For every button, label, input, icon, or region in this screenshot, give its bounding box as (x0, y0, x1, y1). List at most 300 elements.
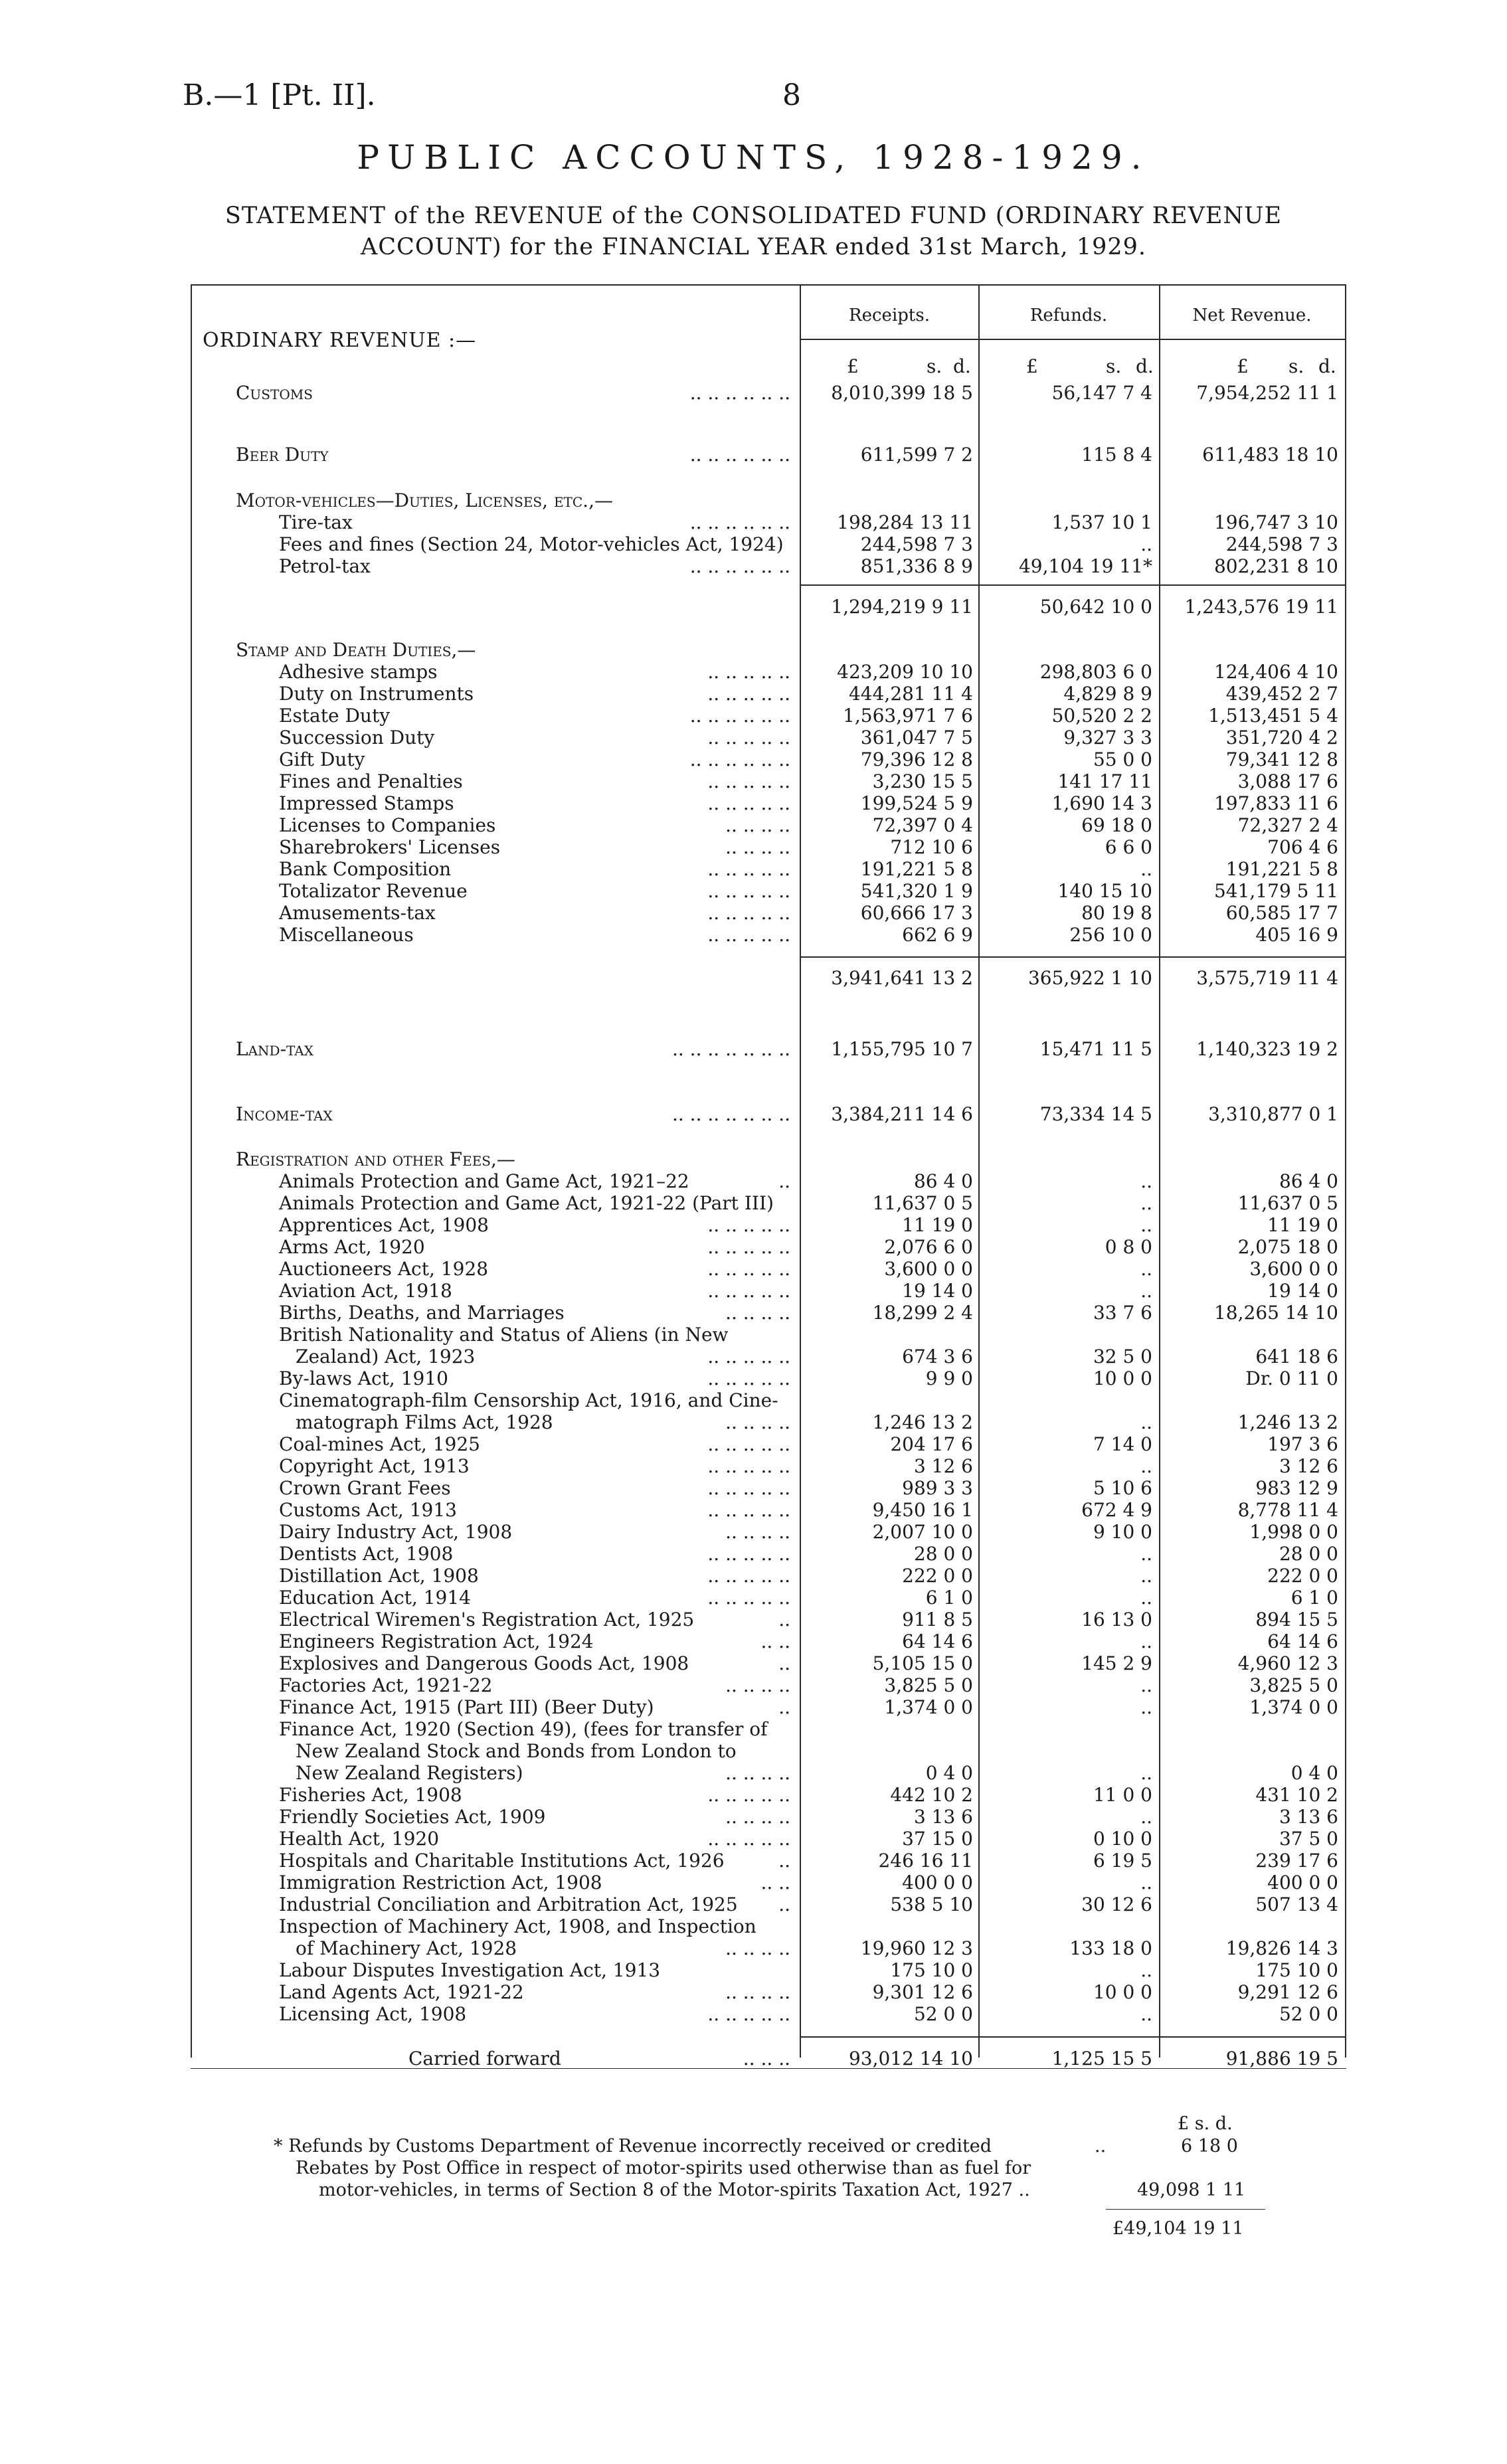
net-revenue-value: 6 1 0 (1290, 1587, 1338, 1609)
receipts-value: 3,384,211 14 6 (831, 1103, 973, 1125)
refunds-value: 10 0 0 (1093, 1981, 1152, 2003)
statement-subtitle-line2: ACCOUNT) for the FINANCIAL YEAR ended 31st March, 1929. (360, 234, 1146, 260)
net-revenue-value: 3,575,719 11 4 (1196, 967, 1338, 989)
row-leader-dots: .. .. .. .. .. (707, 1433, 790, 1455)
row-label: Crown Grant Fees (279, 1477, 451, 1499)
net-revenue-value: 1,513,451 5 4 (1208, 705, 1338, 727)
net-revenue-value: 4,960 12 3 (1237, 1652, 1338, 1674)
receipts-value: 442 10 2 (890, 1784, 973, 1806)
carried-forward-rule (800, 2036, 1345, 2038)
net-revenue-value: 196,747 3 10 (1213, 511, 1338, 533)
table-row (0, 1192, 1507, 1214)
net-revenue-value: 611,483 18 10 (1202, 444, 1338, 466)
refunds-value: 145 2 9 (1081, 1652, 1152, 1674)
row-leader-dots: .. .. .. .. (725, 1806, 790, 1828)
net-pence-unit: d. (1318, 355, 1336, 377)
row-leader-dots: .. .. .. .. .. (707, 1214, 790, 1236)
row-leader-dots: .. (778, 1170, 790, 1192)
row-label: Education Act, 1914 (279, 1587, 471, 1609)
row-label: Motor-vehicles—Duties, Licenses, etc.,— (236, 489, 613, 511)
table-row (0, 1258, 1507, 1280)
receipts-value: 989 3 3 (902, 1477, 973, 1499)
row-leader-dots: .. .. .. .. .. .. (689, 555, 790, 577)
refunds-pound-unit: £ (1026, 355, 1038, 377)
table-row (0, 1280, 1507, 1302)
receipts-value: 18,299 2 4 (872, 1302, 973, 1324)
table-row (0, 770, 1507, 792)
refunds-value: 1,690 14 3 (1051, 792, 1152, 814)
row-label: Income-tax (236, 1103, 333, 1125)
table-row (0, 1718, 1507, 1740)
footnote-total: £49,104 19 11 (1112, 2218, 1244, 2239)
table-row (0, 1148, 1507, 1170)
net-revenue-value: 60,585 17 7 (1225, 902, 1338, 924)
table-row (0, 1499, 1507, 1521)
refunds-value: 55 0 0 (1093, 748, 1152, 770)
net-revenue-value: 0 4 0 (1290, 1762, 1338, 1784)
row-label: Explosives and Dangerous Goods Act, 1908 (279, 1652, 689, 1674)
net-revenue-value: 197,833 11 6 (1213, 792, 1338, 814)
net-revenue-value: 1,246 13 2 (1237, 1411, 1338, 1433)
refunds-value: 365,922 1 10 (1027, 967, 1152, 989)
row-label: Dentists Act, 1908 (279, 1543, 454, 1565)
row-label: New Zealand Stock and Bonds from London to (296, 1740, 737, 1762)
row-leader-dots: .. .. .. .. (725, 1762, 790, 1784)
row-label: British Nationality and Status of Aliens (in New (279, 1324, 729, 1346)
table-row (0, 661, 1507, 683)
net-revenue-value: 431 10 2 (1255, 1784, 1338, 1806)
table-row (0, 489, 1507, 511)
refunds-value: .. (1140, 2003, 1152, 2025)
table-row (0, 444, 1507, 466)
net-revenue-value: 244,598 7 3 (1225, 533, 1338, 555)
row-label: Auctioneers Act, 1928 (279, 1258, 489, 1280)
row-leader-dots: .. .. .. .. .. (707, 683, 790, 705)
receipts-value: 246 16 11 (878, 1850, 973, 1872)
table-row (0, 1740, 1507, 1762)
refunds-value: 9 10 0 (1093, 1521, 1152, 1543)
row-leader-dots: .. .. .. .. .. (707, 1565, 790, 1587)
net-revenue-value: 1,243,576 19 11 (1184, 596, 1338, 618)
refunds-value: 672 4 9 (1081, 1499, 1152, 1521)
table-row (0, 967, 1507, 989)
ordinary-revenue-heading: ORDINARY REVENUE :— (203, 329, 477, 352)
refunds-value: 30 12 6 (1081, 1893, 1152, 1915)
receipts-value: 204 17 6 (890, 1433, 973, 1455)
table-row (0, 1981, 1507, 2003)
net-revenue-value: 197 3 6 (1267, 1433, 1338, 1455)
row-label: Distillation Act, 1908 (279, 1565, 479, 1587)
row-leader-dots: .. .. .. .. .. .. .. (671, 1103, 790, 1125)
net-revenue-value: 72,327 2 4 (1237, 814, 1338, 836)
refunds-value: 133 18 0 (1069, 1937, 1152, 1959)
net-revenue-value: Dr. 0 11 0 (1245, 1367, 1338, 1389)
table-row (0, 1411, 1507, 1433)
row-label: Finance Act, 1920 (Section 49), (fees for transfer of (279, 1718, 768, 1740)
table-row (0, 1937, 1507, 1959)
receipts-value: 37 15 0 (902, 1828, 973, 1850)
net-revenue-value: 86 4 0 (1279, 1170, 1338, 1192)
refunds-value: 115 8 4 (1081, 444, 1152, 466)
receipts-value: 72,397 0 4 (872, 814, 973, 836)
net-revenue-value: 8,778 11 4 (1237, 1499, 1338, 1521)
row-label: Fisheries Act, 1908 (279, 1784, 462, 1806)
refunds-value: 50,520 2 2 (1051, 705, 1152, 727)
receipts-value: 911 8 5 (902, 1609, 973, 1630)
row-label: Engineers Registration Act, 1924 (279, 1630, 594, 1652)
net-revenue-value: 1,998 0 0 (1249, 1521, 1338, 1543)
net-revenue-value: 52 0 0 (1279, 2003, 1338, 2025)
net-revenue-value: 79,341 12 8 (1225, 748, 1338, 770)
row-leader-dots: .. .. (760, 1872, 790, 1893)
refunds-column-header: Refunds. (1029, 306, 1108, 325)
table-row (0, 1806, 1507, 1828)
refunds-value: 1,125 15 5 (1051, 2048, 1152, 2069)
receipts-value: 11,637 0 5 (872, 1192, 973, 1214)
row-leader-dots: .. .. .. .. .. (707, 1258, 790, 1280)
receipts-value: 5,105 15 0 (872, 1652, 973, 1674)
table-row (0, 1389, 1507, 1411)
receipts-value: 444,281 11 4 (848, 683, 973, 705)
row-leader-dots: .. .. .. .. .. (707, 770, 790, 792)
refunds-value: .. (1140, 1411, 1152, 1433)
footnote-line2: Rebates by Post Office in respect of motor-spirits used otherwise than as fuel for (296, 2158, 1031, 2178)
table-row (0, 1915, 1507, 1937)
refunds-value: 56,147 7 4 (1051, 382, 1152, 404)
table-row (0, 511, 1507, 533)
receipts-value: 93,012 14 10 (848, 2048, 973, 2069)
row-label: Petrol-tax (279, 555, 371, 577)
receipts-value: 79,396 12 8 (860, 748, 973, 770)
table-row (0, 683, 1507, 705)
receipts-value: 541,320 1 9 (860, 880, 973, 902)
receipts-value: 86 4 0 (913, 1170, 973, 1192)
net-revenue-value: 802,231 8 10 (1213, 555, 1338, 577)
row-leader-dots: .. (778, 1609, 790, 1630)
table-row (0, 836, 1507, 858)
refunds-value: 49,104 19 11* (1018, 555, 1152, 577)
table-row (0, 596, 1507, 618)
net-revenue-value: 3,310,877 0 1 (1208, 1103, 1338, 1125)
row-label: Amusements-tax (279, 902, 436, 924)
refunds-value: 69 18 0 (1081, 814, 1152, 836)
receipts-value: 1,294,219 9 11 (831, 596, 973, 618)
footnote-line1-value: 6 18 0 (1181, 2136, 1238, 2156)
net-revenue-value: 1,140,323 19 2 (1196, 1038, 1338, 1060)
net-pound-unit: £ (1237, 355, 1249, 377)
receipts-value: 191,221 5 8 (860, 858, 973, 880)
net-revenue-value: 3 13 6 (1279, 1806, 1338, 1828)
table-row (0, 1828, 1507, 1850)
table-row (0, 1850, 1507, 1872)
net-revenue-value: 11 19 0 (1267, 1214, 1338, 1236)
row-leader-dots: .. .. .. .. .. .. (689, 748, 790, 770)
refunds-value: 298,803 6 0 (1039, 661, 1152, 683)
net-revenue-value: 239 17 6 (1255, 1850, 1338, 1872)
table-row (0, 639, 1507, 661)
table-row (0, 1324, 1507, 1346)
receipts-pence-unit: d. (953, 355, 971, 377)
net-revenue-value: 11,637 0 5 (1237, 1192, 1338, 1214)
row-leader-dots: .. .. .. .. (725, 1937, 790, 1959)
row-label: Industrial Conciliation and Arbitration Act, 1925 (279, 1893, 738, 1915)
row-label: Bank Composition (279, 858, 452, 880)
row-label: Land-tax (236, 1038, 313, 1060)
row-label: Labour Disputes Investigation Act, 1913 (279, 1959, 661, 1981)
row-leader-dots: .. .. .. .. .. (707, 792, 790, 814)
receipts-pound-unit: £ (847, 355, 859, 377)
row-leader-dots: .. .. .. .. (725, 836, 790, 858)
receipts-value: 6 1 0 (925, 1587, 973, 1609)
row-leader-dots: .. .. .. .. .. (707, 880, 790, 902)
row-label: Health Act, 1920 (279, 1828, 440, 1850)
refunds-value: .. (1140, 1280, 1152, 1302)
row-label: Electrical Wiremen's Registration Act, 1925 (279, 1609, 695, 1630)
row-leader-dots: .. .. .. (743, 2048, 790, 2069)
table-row (0, 1872, 1507, 1893)
table-row (0, 2048, 1507, 2069)
table-row (0, 814, 1507, 836)
row-leader-dots: .. .. .. .. .. .. (689, 705, 790, 727)
refunds-value: .. (1140, 1565, 1152, 1587)
receipts-value: 3,600 0 0 (884, 1258, 973, 1280)
net-revenue-value: 641 18 6 (1255, 1346, 1338, 1367)
receipts-value: 64 14 6 (902, 1630, 973, 1652)
row-leader-dots: .. .. .. .. .. (707, 1587, 790, 1609)
refunds-value: 73,334 14 5 (1039, 1103, 1152, 1125)
refunds-value: 6 6 0 (1105, 836, 1152, 858)
receipts-value: 3 12 6 (913, 1455, 973, 1477)
receipts-value: 1,155,795 10 7 (831, 1038, 973, 1060)
refunds-value: .. (1140, 1762, 1152, 1784)
table-row (0, 1762, 1507, 1784)
row-label: Succession Duty (279, 727, 435, 748)
table-row (0, 1038, 1507, 1060)
table-row (0, 1433, 1507, 1455)
row-leader-dots: .. .. .. .. .. .. (689, 382, 790, 404)
row-leader-dots: .. .. .. .. .. .. .. (671, 1038, 790, 1060)
row-label: Land Agents Act, 1921-22 (279, 1981, 524, 2003)
row-label: Arms Act, 1920 (279, 1236, 425, 1258)
refunds-value: 80 19 8 (1081, 902, 1152, 924)
refunds-value: .. (1140, 1258, 1152, 1280)
table-row (0, 1587, 1507, 1609)
row-leader-dots: .. (778, 1850, 790, 1872)
receipts-value: 851,336 8 9 (860, 555, 973, 577)
row-label: Immigration Restriction Act, 1908 (279, 1872, 602, 1893)
net-revenue-value: 1,374 0 0 (1249, 1696, 1338, 1718)
receipts-value: 662 6 9 (902, 924, 973, 946)
row-leader-dots: .. .. .. .. (725, 1981, 790, 2003)
row-label: Apprentices Act, 1908 (279, 1214, 489, 1236)
row-leader-dots: .. .. .. .. .. (707, 858, 790, 880)
receipts-shilling-unit: s. (927, 355, 942, 377)
table-row (0, 1367, 1507, 1389)
refunds-value: 6 19 5 (1093, 1850, 1152, 1872)
receipts-value: 674 3 6 (902, 1346, 973, 1367)
net-revenue-value: 124,406 4 10 (1213, 661, 1338, 683)
net-revenue-value: 9,291 12 6 (1237, 1981, 1338, 2003)
receipts-value: 1,246 13 2 (872, 1411, 973, 1433)
net-revenue-value: 64 14 6 (1267, 1630, 1338, 1652)
receipts-value: 1,374 0 0 (884, 1696, 973, 1718)
row-leader-dots: .. .. .. .. (725, 1411, 790, 1433)
net-revenue-value: 28 0 0 (1279, 1543, 1338, 1565)
receipts-column-header: Receipts. (849, 306, 930, 325)
table-row (0, 1214, 1507, 1236)
row-label: New Zealand Registers) (296, 1762, 523, 1784)
net-revenue-value: 2,075 18 0 (1237, 1236, 1338, 1258)
net-revenue-value: 191,221 5 8 (1225, 858, 1338, 880)
row-label: Coal-mines Act, 1925 (279, 1433, 480, 1455)
row-label: matograph Films Act, 1928 (296, 1411, 553, 1433)
table-row (0, 1784, 1507, 1806)
refunds-value: .. (1140, 533, 1152, 555)
table-row (0, 1696, 1507, 1718)
refunds-value: 16 13 0 (1081, 1609, 1152, 1630)
row-label: Aviation Act, 1918 (279, 1280, 452, 1302)
row-leader-dots: .. .. .. .. .. (707, 902, 790, 924)
net-revenue-value: 37 5 0 (1279, 1828, 1338, 1850)
table-row (0, 382, 1507, 404)
receipts-value: 28 0 0 (913, 1543, 973, 1565)
footnote-line3: motor-vehicles, in terms of Section 8 of the Motor-spirits Taxation Act, 1927 .. (319, 2180, 1030, 2200)
row-label: Licensing Act, 1908 (279, 2003, 467, 2025)
table-row (0, 792, 1507, 814)
receipts-value: 3,941,641 13 2 (831, 967, 973, 989)
row-leader-dots: .. .. .. .. .. (707, 1828, 790, 1850)
net-revenue-value: 175 10 0 (1255, 1959, 1338, 1981)
table-row (0, 858, 1507, 880)
net-revenue-value: 18,265 14 10 (1213, 1302, 1338, 1324)
refunds-value: .. (1140, 858, 1152, 880)
row-label: Fees and fines (Section 24, Motor-vehicles Act, 1924) (279, 533, 784, 555)
table-row (0, 1630, 1507, 1652)
statement-subtitle-line1: STATEMENT of the REVENUE of the CONSOLIDATED FUND (ORDINARY REVENUE (224, 203, 1283, 229)
receipts-value: 538 5 10 (890, 1893, 973, 1915)
net-revenue-value: 507 13 4 (1255, 1893, 1338, 1915)
row-leader-dots: .. .. .. .. (725, 1521, 790, 1543)
row-label: Estate Duty (279, 705, 391, 727)
table-row (0, 1543, 1507, 1565)
table-row (0, 902, 1507, 924)
net-revenue-value: 3,600 0 0 (1249, 1258, 1338, 1280)
refunds-value: 1,537 10 1 (1051, 511, 1152, 533)
net-revenue-value: 405 16 9 (1255, 924, 1338, 946)
refunds-value: 4,829 8 9 (1063, 683, 1152, 705)
refunds-value: 0 8 0 (1105, 1236, 1152, 1258)
refunds-value: 256 10 0 (1069, 924, 1152, 946)
refunds-value: .. (1140, 1587, 1152, 1609)
refunds-value: 0 10 0 (1093, 1828, 1152, 1850)
refunds-value: 11 0 0 (1093, 1784, 1152, 1806)
row-leader-dots: .. .. .. .. (725, 814, 790, 836)
receipts-value: 3 13 6 (913, 1806, 973, 1828)
refunds-value: 32 5 0 (1093, 1346, 1152, 1367)
row-leader-dots: .. (778, 1696, 790, 1718)
receipts-value: 9,301 12 6 (872, 1981, 973, 2003)
refunds-value: .. (1140, 1872, 1152, 1893)
receipts-value: 19,960 12 3 (860, 1937, 973, 1959)
row-label: Hospitals and Charitable Institutions Act, 1926 (279, 1850, 725, 1872)
refunds-value: 50,642 10 0 (1039, 596, 1152, 618)
receipts-value: 52 0 0 (913, 2003, 973, 2025)
receipts-value: 2,076 6 0 (884, 1236, 973, 1258)
row-label: Animals Protection and Game Act, 1921–22 (279, 1170, 689, 1192)
net-revenue-value: 351,720 4 2 (1225, 727, 1338, 748)
refunds-value: 140 15 10 (1057, 880, 1152, 902)
row-label: Licenses to Companies (279, 814, 496, 836)
row-label: Factories Act, 1921-22 (279, 1674, 493, 1696)
footnote-units: £ s. d. (1178, 2113, 1233, 2134)
refunds-value: .. (1140, 1630, 1152, 1652)
refunds-value: 10 0 0 (1093, 1367, 1152, 1389)
refunds-pence-unit: d. (1136, 355, 1154, 377)
row-label: Births, Deaths, and Marriages (279, 1302, 565, 1324)
row-leader-dots: .. .. .. .. (725, 1302, 790, 1324)
row-label: Dairy Industry Act, 1908 (279, 1521, 513, 1543)
footnote-line1-dots: .. (1095, 2136, 1107, 2156)
net-revenue-value: 19,826 14 3 (1225, 1937, 1338, 1959)
row-leader-dots: .. .. .. .. .. .. (689, 444, 790, 466)
row-leader-dots: .. .. .. .. .. (707, 924, 790, 946)
table-row (0, 555, 1507, 577)
table-row (0, 1236, 1507, 1258)
table-row (0, 1103, 1507, 1125)
footnote-total-rule (1106, 2209, 1265, 2210)
net-shilling-unit: s. (1288, 355, 1304, 377)
table-row (0, 727, 1507, 748)
row-leader-dots: .. .. .. .. .. (707, 727, 790, 748)
table-row (0, 1959, 1507, 1981)
net-revenue-value: 3,088 17 6 (1237, 770, 1338, 792)
row-leader-dots: .. .. .. .. .. (707, 661, 790, 683)
refunds-value: .. (1140, 1170, 1152, 1192)
subtotal-rule-stamp (800, 956, 1345, 958)
row-leader-dots: .. .. .. .. .. (707, 1455, 790, 1477)
receipts-value: 198,284 13 11 (837, 511, 973, 533)
table-top-rule (191, 284, 1346, 286)
refunds-value: .. (1140, 1192, 1152, 1214)
row-label: Customs (236, 382, 313, 404)
table-row (0, 1346, 1507, 1367)
row-label: Animals Protection and Game Act, 1921-22 (Part III) (279, 1192, 774, 1214)
receipts-value: 19 14 0 (902, 1280, 973, 1302)
row-label: Cinematograph-film Censorship Act, 1916, and Cine- (279, 1389, 778, 1411)
table-row (0, 1609, 1507, 1630)
row-leader-dots: .. (778, 1893, 790, 1915)
net-revenue-value: 222 0 0 (1267, 1565, 1338, 1587)
table-row (0, 924, 1507, 946)
footnote-line3-value: 49,098 1 11 (1137, 2180, 1246, 2200)
receipts-value: 0 4 0 (925, 1762, 973, 1784)
refunds-value: .. (1140, 1214, 1152, 1236)
table-row (0, 1302, 1507, 1324)
page-number: 8 (782, 78, 801, 112)
row-label: Totalizator Revenue (279, 880, 468, 902)
table-row (0, 1477, 1507, 1499)
receipts-value: 361,047 7 5 (860, 727, 973, 748)
row-label: Registration and other Fees,— (236, 1148, 515, 1170)
receipts-value: 244,598 7 3 (860, 533, 973, 555)
table-row (0, 2003, 1507, 2025)
row-label: Friendly Societies Act, 1909 (279, 1806, 546, 1828)
row-label: Fines and Penalties (279, 770, 463, 792)
refunds-value: .. (1140, 1455, 1152, 1477)
refunds-value: 33 7 6 (1093, 1302, 1152, 1324)
net-revenue-value: 983 12 9 (1255, 1477, 1338, 1499)
refunds-value: 7 14 0 (1093, 1433, 1152, 1455)
